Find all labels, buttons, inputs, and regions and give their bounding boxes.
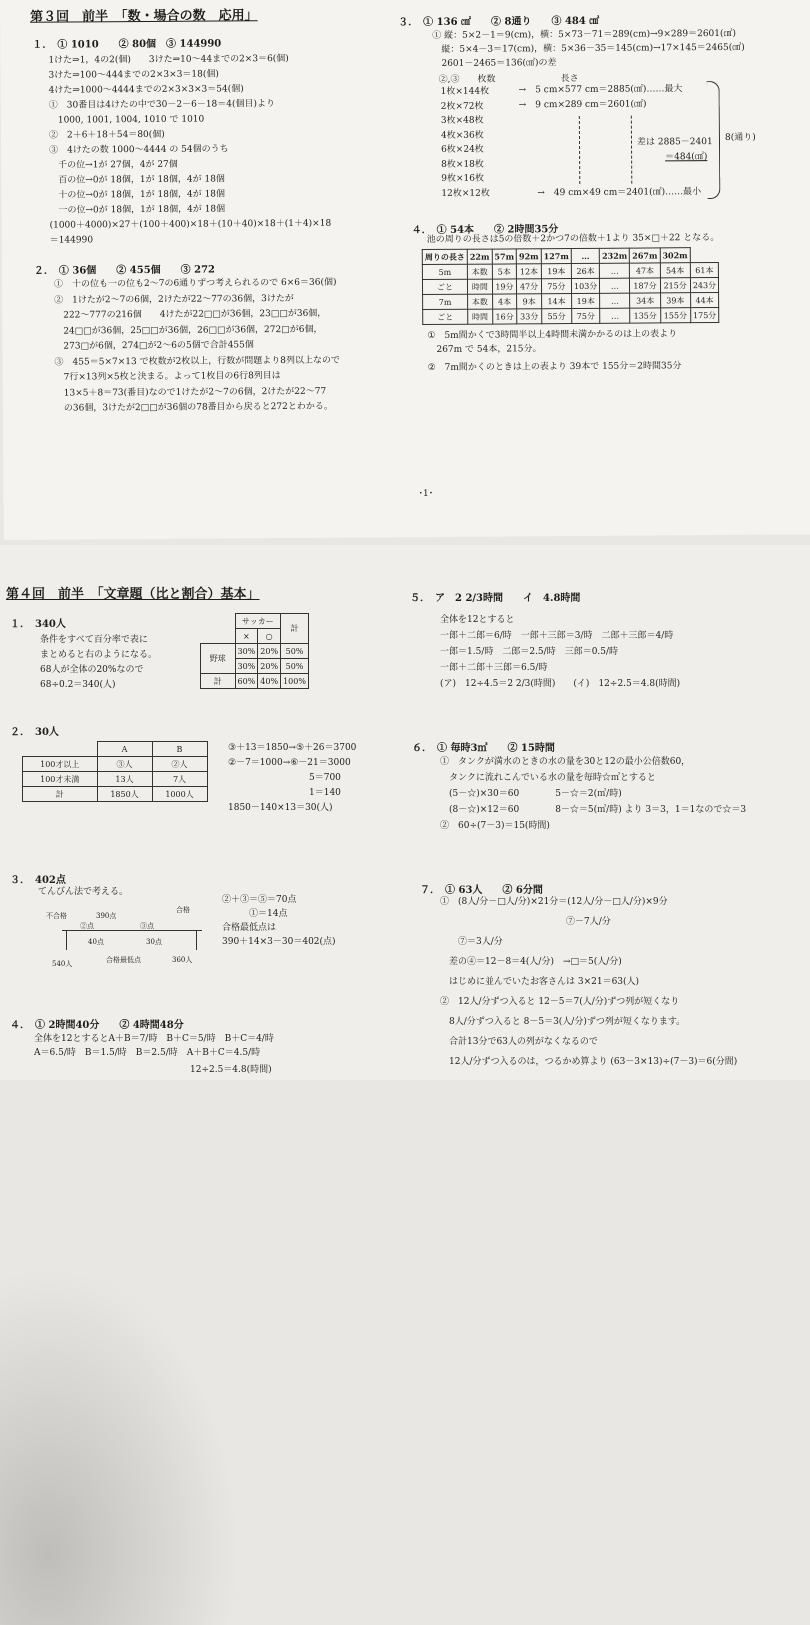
- col-length-label: 長さ: [560, 73, 579, 85]
- text-line: 13×5＋8＝73(番目)なので1けたが2～7の6個，2けたが22～77: [54, 386, 327, 399]
- percent-cell: 30%: [235, 644, 258, 659]
- diagram-label: ③点: [140, 922, 154, 930]
- table-cell: 55分: [541, 309, 571, 324]
- text-line: (1000＋4000)×27＋(100＋400)×18＋(10＋40)×18＋(1＋4)×18: [49, 218, 332, 231]
- baseball-label: 野球: [201, 644, 236, 674]
- text-line: まとめると右のようになる。: [40, 650, 158, 660]
- text-line: の36個，3けたが2□□が36個の78番目から戻ると272とわかる。: [54, 401, 333, 414]
- text-line: 1けた⇒1，4の2(個) 3けた⇒10～44までの2×3＝6(個): [48, 53, 289, 66]
- text-line: ② 60÷(7－3)＝15(時間): [440, 821, 550, 831]
- text-line: はじめに並んでいたお客さんは 3×21＝63(人): [440, 977, 640, 987]
- table-cell: ごと: [423, 309, 468, 324]
- text-line: 合格最低点は: [222, 923, 277, 933]
- balance-left: [66, 930, 67, 950]
- p2-answer: ２． 30人: [10, 727, 59, 738]
- table-cell: 302m: [660, 248, 690, 263]
- col-b: B: [152, 742, 207, 757]
- text-line: ②＋③＝⑤＝70点: [222, 895, 297, 905]
- row-2: → 9 cm×289 cm＝2601(㎠): [518, 99, 647, 111]
- soccer-label: サッカー: [235, 614, 281, 629]
- eight-ways: 8(通り): [724, 132, 756, 143]
- percent-table: [200, 613, 309, 689]
- problem-3-answer: ３． ① 136 ㎠ ② 8通り ③ 484 ㎠: [398, 15, 600, 29]
- table-cell: 47本: [630, 263, 660, 278]
- text-line: 全体を12とすると: [440, 615, 515, 625]
- table-cell: …: [600, 293, 630, 308]
- percent-cell: 20%: [258, 644, 281, 659]
- text-line: 一郎＝1.5/時 二郎＝2.5/時 三郎＝0.5/時: [440, 647, 619, 657]
- diagram-label: 合格最低点: [106, 956, 141, 964]
- text-line: タンクに流れこんでいる水の量を毎時☆㎥とすると: [440, 773, 656, 783]
- answer-sheet-page-1: [0, 0, 810, 540]
- text-line: 縦：5×4－3＝17(cm)，横：5×36－35＝145(cm)→17×145＝2465(㎠): [432, 42, 745, 55]
- text-line: ① 十の位も一の位も2～7の6通りずつ考えられるので 6×6＝36(個): [53, 277, 337, 290]
- table-cell: …: [600, 278, 630, 293]
- table-cell: 5本: [492, 264, 517, 279]
- problem-2-answer: ２． ① 36個 ② 455個 ③ 272: [33, 264, 216, 277]
- text-line: 3けた⇒100～444までの2×3×3＝18(個): [48, 69, 219, 81]
- text-line: ③＋13＝1850→⑤＋26＝3700: [228, 743, 357, 753]
- text-line: ⑦＝3人/分: [440, 937, 503, 947]
- col-count-label: ②,③ 枚数: [438, 74, 496, 85]
- table-cell: 75分: [572, 308, 600, 323]
- text-line: 68÷0.2＝340(人): [40, 680, 116, 690]
- text-line: 合計13分で63人の列がなくなるので: [440, 1037, 598, 1047]
- age-cell: ③人: [97, 757, 152, 772]
- table-cell: 時間: [468, 309, 493, 324]
- text-line: 273□が6個，274□が2～6の5個で合計455個: [54, 340, 254, 352]
- text-line: 1＝140: [228, 788, 341, 798]
- text-line: 68人が全体の20%なので: [40, 665, 144, 675]
- text-line: ② 12人/分ずつ入ると 12－5＝7(人/分)ずつ列が短くなり: [440, 997, 680, 1007]
- total-row: 計: [201, 674, 236, 689]
- text-line: ① 30番目は4けたの中で30－2－6－18＝4(個目)より: [48, 99, 276, 111]
- table-cell: 232m: [600, 248, 630, 263]
- text-line: 12人/分ずつ入るのは，つるかめ算より (63－3×13)÷(7－3)＝6(分間): [440, 1057, 738, 1067]
- brace: [707, 81, 721, 199]
- table-cell: 57m: [492, 249, 517, 264]
- age-cell: 100才以上: [23, 757, 98, 772]
- percent-cell: 30%: [235, 659, 258, 674]
- percent-cell: 50%: [281, 644, 309, 659]
- text-line: 1850－140×13＝30(人): [228, 803, 333, 813]
- text-line: 一郎＋二郎＝6/時 一郎＋三郎＝3/時 二郎＋三郎＝4/時: [440, 631, 674, 641]
- diagram-label: 40点: [88, 938, 104, 946]
- age-cell: 計: [23, 787, 98, 802]
- page-number: ･1･: [418, 488, 434, 500]
- text-line: 5＝700: [228, 773, 341, 783]
- percent-cell: 20%: [258, 659, 281, 674]
- text-line: 1枚×144枚: [440, 86, 490, 97]
- p3-answer: ３． 402点: [10, 875, 66, 886]
- text-line: 24□□が36個，25□□が36個，26□□が36個，272□が6個，: [54, 324, 323, 337]
- text-line: ② 1けたが2～7の6個，2けたが22～77の36個，3けたが: [54, 293, 294, 306]
- age-cell: ②人: [152, 757, 207, 772]
- table-cell: …: [600, 308, 630, 323]
- text-line: 4けた⇒1000～4444までの2×3×3×3＝54(個): [48, 84, 244, 96]
- text-line: 6枚×24枚: [441, 144, 484, 155]
- p4-answer: ４． ① 2時間40分 ② 4時間48分: [10, 1020, 184, 1031]
- p4-line-2: A＝6.5/時 B＝1.5/時 B＝2.5/時 A＋B＋C＝4.5/時: [34, 1048, 261, 1058]
- table-cell: 243分: [690, 277, 718, 292]
- text-line: ② 2＋6＋18＋54＝80(個): [48, 129, 165, 141]
- table-cell: 155分: [660, 308, 690, 323]
- text-line: (ア) 12÷4.5＝2 2/3(時間) (イ) 12÷2.5＝4.8(時間): [440, 679, 681, 689]
- percent-cell: 100%: [281, 674, 309, 689]
- text-line: ③ 455＝5×7×13 で枚数が2枚以上，行数が問題より8列以上なので: [54, 355, 341, 368]
- table-cell: 周りの長さ: [422, 249, 467, 264]
- table-cell: 本数: [467, 264, 492, 279]
- x-mark: ×: [235, 629, 258, 644]
- text-line: ① 縦：5×2－1＝9(cm)，横：5×73－71＝289(cm)→9×289＝2601(㎠): [432, 28, 737, 41]
- table-cell: 7m: [423, 294, 468, 309]
- table-cell: 175分: [690, 307, 718, 322]
- p4-line-1: 全体を12とするとA＋B＝7/時 B＋C＝5/時 B＋C＝4/時: [34, 1034, 274, 1044]
- text-line: 3枚×48枚: [440, 115, 484, 126]
- table-cell: 4本: [492, 294, 517, 309]
- pond-table: [422, 247, 720, 325]
- section-4-title: 第４回 前半 「文章題（比と割合）基本」: [6, 587, 260, 602]
- p4-line-3: ② 7m間かくのときは上の表より 39本で 155分＝2時間35分: [427, 361, 682, 374]
- text-line: 2枚×72枚: [440, 101, 484, 112]
- dotted-line: [631, 116, 632, 184]
- percent-cell: 40%: [258, 674, 281, 689]
- problem-4-answer: ４． ① 54本 ② 2時間35分: [411, 224, 559, 237]
- o-mark: ○: [258, 629, 281, 644]
- table-cell: 92m: [516, 249, 541, 264]
- text-line: 390＋14×3－30＝402(点): [222, 937, 336, 947]
- col-a: A: [97, 742, 152, 757]
- table-cell: 267m: [630, 248, 660, 263]
- percent-cell: 60%: [235, 674, 258, 689]
- text-line: (5－☆)×30＝60 5－☆＝2(㎥/時): [440, 789, 622, 799]
- table-cell: 22m: [467, 249, 492, 264]
- diagram-label: 390点: [96, 912, 117, 920]
- text-line: 8枚×18枚: [441, 159, 484, 170]
- table-cell: 26本: [571, 263, 599, 278]
- table-cell: 103分: [571, 278, 599, 293]
- text-line: 8人/分ずつ入ると 8－5＝3(人/分)ずつ列が短くなります。: [440, 1017, 686, 1027]
- p7-answer: ７． ① 63人 ② 6分間: [420, 885, 543, 896]
- text-line: 一の位→0が 18個，1が 18個，4が 18個: [49, 204, 226, 216]
- p4-line-2: 267m で 54本，215分。: [427, 344, 542, 356]
- answer-sheet-page-2: [0, 545, 810, 1080]
- text-line: ① (8人/分－□人/分)×21分＝(12人/分－□人/分)×9分: [440, 897, 668, 907]
- table-cell: 61本: [690, 262, 718, 277]
- table-cell: 215分: [660, 278, 690, 293]
- p4-line-3: 12÷2.5＝4.8(時間): [190, 1065, 272, 1075]
- table-cell: 時間: [467, 279, 492, 294]
- age-table: [22, 741, 208, 802]
- diagram-label: 不合格: [46, 912, 67, 920]
- text-line: 千の位→1が 27個，4が 27個: [49, 159, 178, 171]
- problem-1-answer: １． ① 1010 ② 80個 ③ 144990: [32, 38, 222, 51]
- text-line: 222～777の216個 4けたが22□□が36個，23□□が36個，: [54, 308, 327, 321]
- text-line: 1000, 1001, 1004, 1010 で 1010: [48, 114, 205, 126]
- row-min: → 49 cm×49 cm＝2401(㎠)……最小: [537, 187, 702, 199]
- p1-answer: １． 340人: [10, 619, 66, 630]
- table-cell: 本数: [468, 294, 493, 309]
- text-line: 十の位→0が 18個，1が 18個，4が 18個: [49, 189, 226, 201]
- text-line: 2601－2465＝136(㎠)の差: [432, 58, 557, 69]
- diagram-label: 540人: [52, 960, 73, 968]
- age-cell: 100才未満: [23, 772, 98, 787]
- text-line: 百の位→0が 18個，1が 18個，4が 18個: [49, 174, 225, 186]
- age-cell: 13人: [97, 772, 152, 787]
- table-cell: 16分: [492, 309, 517, 324]
- table-cell: 19本: [541, 264, 571, 279]
- age-cell: 7人: [152, 772, 207, 787]
- age-cell: 1850人: [97, 787, 152, 802]
- section-3-title: 第３回 前半 「数・場合の数 応用」: [30, 8, 258, 25]
- text-line: (8－☆)×12＝60 8－☆＝5(㎥/時) より 3＝3，1＝1なので☆＝3: [440, 805, 747, 815]
- table-cell: 19本: [572, 293, 600, 308]
- diff-line-1: 差は 2885－2401: [636, 137, 713, 148]
- table-cell: 12本: [517, 264, 542, 279]
- table-cell: 5m: [422, 264, 467, 279]
- table-cell: …: [600, 263, 630, 278]
- problem-4-intro: 池の周りの長さは5の倍数＋2かつ7の倍数＋1より 35×□＋22 となる。: [426, 232, 720, 246]
- text-line: ① タンクが満水のときの水の量を30と12の最小公倍数60，: [440, 757, 691, 767]
- text-line: 4枚×36枚: [440, 130, 484, 141]
- row-max: → 5 cm×577 cm＝2885(㎠)……最大: [518, 84, 683, 96]
- table-cell: 34本: [630, 293, 660, 308]
- diagram-label: ②点: [80, 922, 94, 930]
- diagram-label: 30点: [146, 938, 162, 946]
- table-cell: 9本: [517, 294, 542, 309]
- table-cell: 187分: [630, 278, 660, 293]
- table-cell: 14本: [541, 294, 571, 309]
- text-line: ⑦－7人/分: [440, 917, 611, 927]
- diagram-label: 合格: [176, 906, 190, 914]
- text-line: 一郎＋二郎＋三郎＝6.5/時: [440, 663, 548, 673]
- text-line: ②－7＝1000→⑥－21＝3000: [228, 758, 351, 768]
- table-cell: 33分: [517, 309, 542, 324]
- table-cell: 127m: [541, 249, 571, 264]
- text-line: 12枚×12枚: [441, 188, 490, 199]
- table-cell: …: [571, 248, 599, 263]
- p4-line-1: ① 5m間かくで3時間半以上4時間未満かかるのは上の表より: [427, 329, 678, 342]
- p3-intro: てんびん法で考える。: [38, 887, 129, 897]
- text-line: 7行×13列×5枚と決まる。よって1枚目の6行8列目は: [54, 371, 281, 383]
- table-cell: ごと: [422, 279, 467, 294]
- total-col: 計: [281, 614, 309, 644]
- p5-answer: ５． ア 2 2/3時間 イ 4.8時間: [410, 593, 581, 604]
- p6-answer: ６． ① 毎時3㎥ ② 15時間: [412, 743, 555, 754]
- diff-line-2: ＝484(㎠): [665, 152, 708, 163]
- balance-right: [196, 930, 197, 950]
- table-cell: 47分: [517, 279, 542, 294]
- percent-cell: 50%: [281, 659, 309, 674]
- text-line: ①＝14点: [222, 909, 288, 919]
- diagram-label: 360人: [172, 956, 193, 964]
- text-line: 条件をすべて百分率で表に: [40, 635, 148, 645]
- hand-shadow: [0, 1265, 240, 1625]
- dotted-line: [579, 116, 580, 184]
- table-cell: 44本: [690, 292, 718, 307]
- table-cell: 19分: [492, 279, 517, 294]
- text-line: ＝144990: [49, 235, 94, 246]
- table-cell: 54本: [660, 263, 690, 278]
- table-cell: 39本: [660, 293, 690, 308]
- table-cell: 75分: [541, 279, 571, 294]
- text-line: ③ 4けたの数 1000～4444 の 54個のうち: [49, 144, 229, 156]
- age-cell: 1000人: [152, 787, 207, 802]
- table-cell: 135分: [630, 308, 660, 323]
- text-line: 差の④＝12－8＝4(人/分) →□＝5(人/分): [440, 957, 622, 967]
- text-line: 9枚×16枚: [441, 173, 485, 184]
